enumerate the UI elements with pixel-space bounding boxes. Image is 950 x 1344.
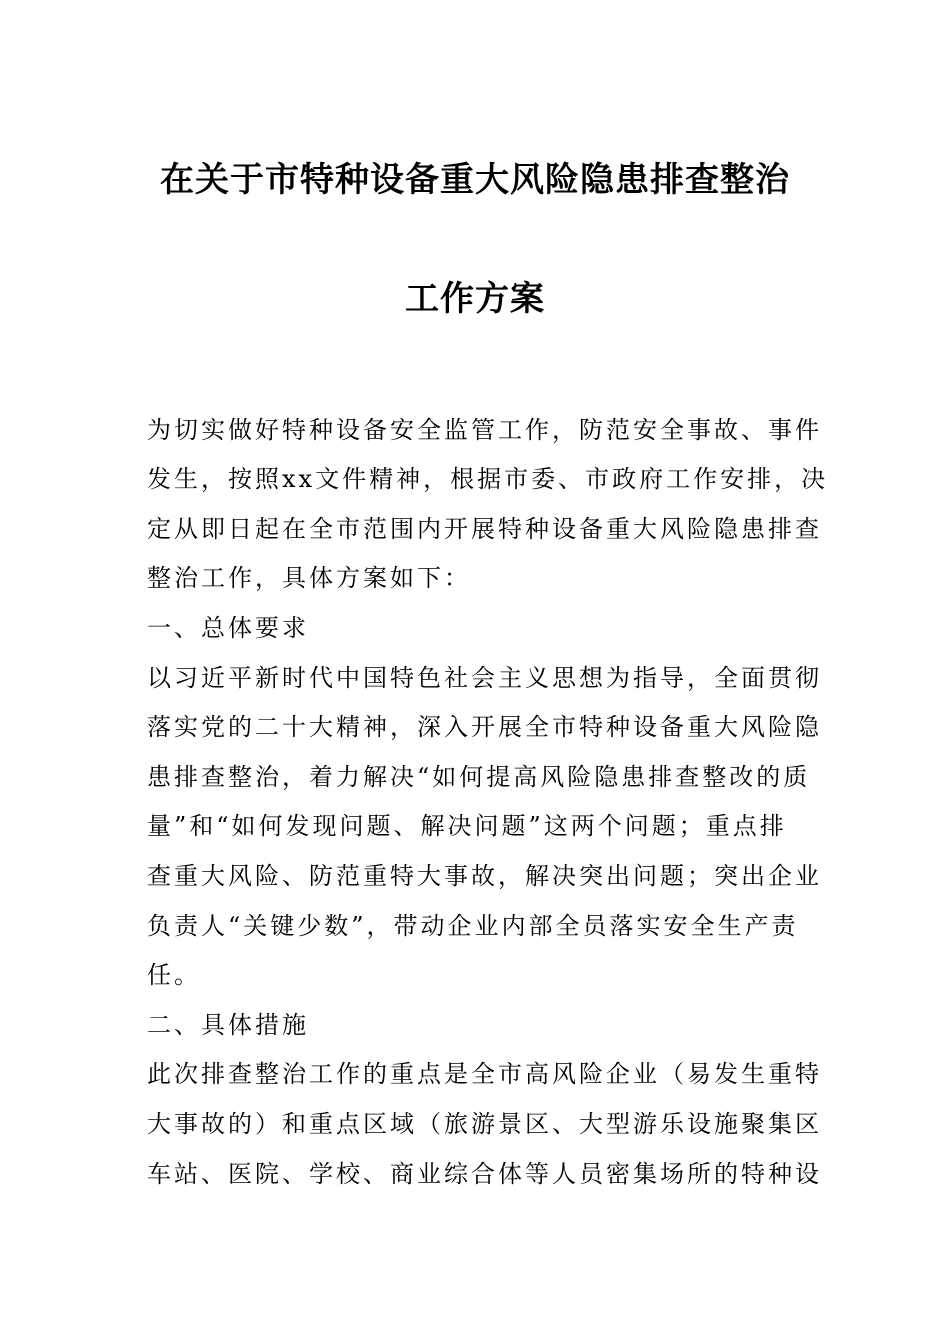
section-heading-specific-measures: 二、具体措施 (147, 1011, 309, 1039)
body-line-section2-2: 大事故的）和重点区域（旅游景区、大型游乐设施聚集区 (147, 1110, 822, 1138)
body-line-section2-1: 此次排查整治工作的重点是全市高风险企业（易发生重特 (147, 1060, 822, 1088)
body-line-section1-2: 落实党的二十大精神，深入开展全市特种设备重大风险隐 (147, 713, 822, 741)
body-line-intro-3: 定从即日起在全市范围内开展特种设备重大风险隐患排查 (147, 515, 822, 543)
body-line-section1-4: 量”和“如何发现问题、解决问题”这两个问题；重点排 (147, 812, 787, 840)
body-line-intro-2: 发生，按照xx文件精神，根据市委、市政府工作安排，决 (147, 465, 829, 493)
body-line-section1-7: 任。 (147, 961, 201, 989)
body-line-section1-1: 以习近平新时代中国特色社会主义思想为指导，全面贯彻 (147, 664, 822, 692)
body-line-intro-1: 为切实做好特种设备安全监管工作，防范安全事故、事件 (147, 416, 822, 444)
body-line-section1-3: 患排查整治，着力解决“如何提高风险隐患排查整改的质 (147, 763, 811, 791)
body-line-section2-3: 车站、医院、学校、商业综合体等人员密集场所的特种设 (147, 1160, 822, 1188)
body-line-section1-6: 负责人“关键少数”，带动企业内部全员落实安全生产责 (147, 912, 799, 940)
document-title-line-1: 在关于市特种设备重大风险隐患排查整治 (160, 160, 790, 200)
document-title-line-2: 工作方案 (405, 279, 545, 319)
section-heading-general-requirements: 一、总体要求 (147, 614, 309, 642)
body-line-intro-4: 整治工作，具体方案如下： (147, 564, 471, 592)
body-line-section1-5: 查重大风险、防范重特大事故，解决突出问题；突出企业 (147, 862, 822, 890)
